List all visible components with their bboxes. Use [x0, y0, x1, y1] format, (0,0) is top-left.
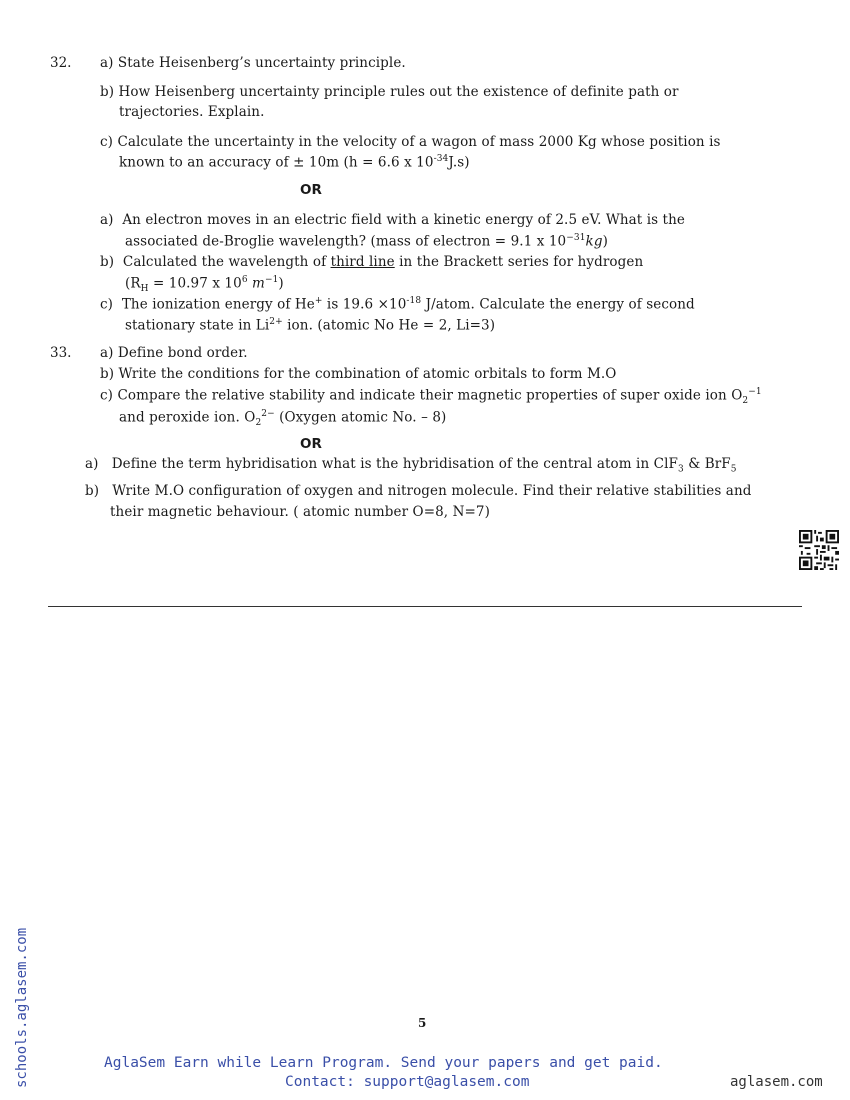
q32-alt-part-a-line1: a) An electron moves in an electric field with a kinetic energy of 2.5 eV. What is the [100, 212, 685, 228]
q32-part-c-line1: c) Calculate the uncertainty in the velocity of a wagon of mass 2000 Kg whose position is [100, 134, 721, 150]
q32-or-divider: OR [300, 182, 322, 198]
footer-promo-text: AglaSem Earn while Learn Program. Send your papers and get paid. [104, 1055, 663, 1071]
page-number: 5 [418, 1016, 427, 1030]
q33-part-b: b) Write the conditions for the combination of atomic orbitals to form M.O [100, 366, 617, 382]
q32-part-a: a) State Heisenberg’s uncertainty principle. [100, 55, 406, 71]
q33-part-c-line1: c) Compare the relative stability and indicate their magnetic properties of super oxide ion $O_2^{-1}$ [100, 387, 762, 407]
question-number-33: 33. [50, 345, 72, 361]
q33-alt-part-b-line1: b) Write M.O configuration of oxygen and nitrogen molecule. Find their relative stabilities and [85, 483, 752, 499]
q32-alt-part-a-line2: associated de-Broglie wavelength? (mass of electron = 9.1 x $10^{-31}kg$) [125, 233, 608, 250]
q33-or-divider: OR [300, 436, 322, 452]
q33-alt-part-a: a) Define the term hybridisation what is the hybridisation of the central atom in ClF$_3$ & BrF$_5$ [85, 456, 737, 475]
q32-part-c-line2: known to an accuracy of ± 10m (h = 6.6 x $10^{-34}J.s$) [119, 154, 470, 171]
q33-part-c-line2: and peroxide ion. $O_2^{2-}$ (Oxygen atomic No. – 8) [119, 409, 447, 429]
q32-alt-part-b-line1: b) Calculated the wavelength of third line in the Brackett series for hydrogen [100, 254, 644, 270]
side-watermark: schools.aglasem.com [14, 927, 30, 1088]
footer-contact[interactable]: Contact: support@aglasem.com [285, 1074, 530, 1090]
q32-part-b-line1: b) How Heisenberg uncertainty principle rules out the existence of definite path or [100, 84, 679, 100]
footer-site-link[interactable]: aglasem.com [730, 1074, 823, 1090]
question-number-32: 32. [50, 55, 72, 71]
q32-part-b-line2: trajectories. Explain. [119, 104, 265, 120]
q32-alt-part-b-line2: ($R_H = 10.97$ x $10^6$ $m^{-1}$) [125, 275, 284, 295]
footer-divider [48, 606, 802, 607]
q33-part-a: a) Define bond order. [100, 345, 248, 361]
q32-alt-part-c-line1: c) The ionization energy of He+ is $19.6 \times 10^{-18}$ J/atom. Calculate the energy of second [100, 296, 695, 313]
q33-alt-part-b-line2: their magnetic behaviour. ( atomic number O=8, N=7) [110, 504, 490, 520]
qr-code-icon [799, 530, 839, 570]
q32-alt-part-c-line2: stationary state in $Li^{2+}$ ion. (atomic No He = 2, Li=3) [125, 317, 496, 334]
